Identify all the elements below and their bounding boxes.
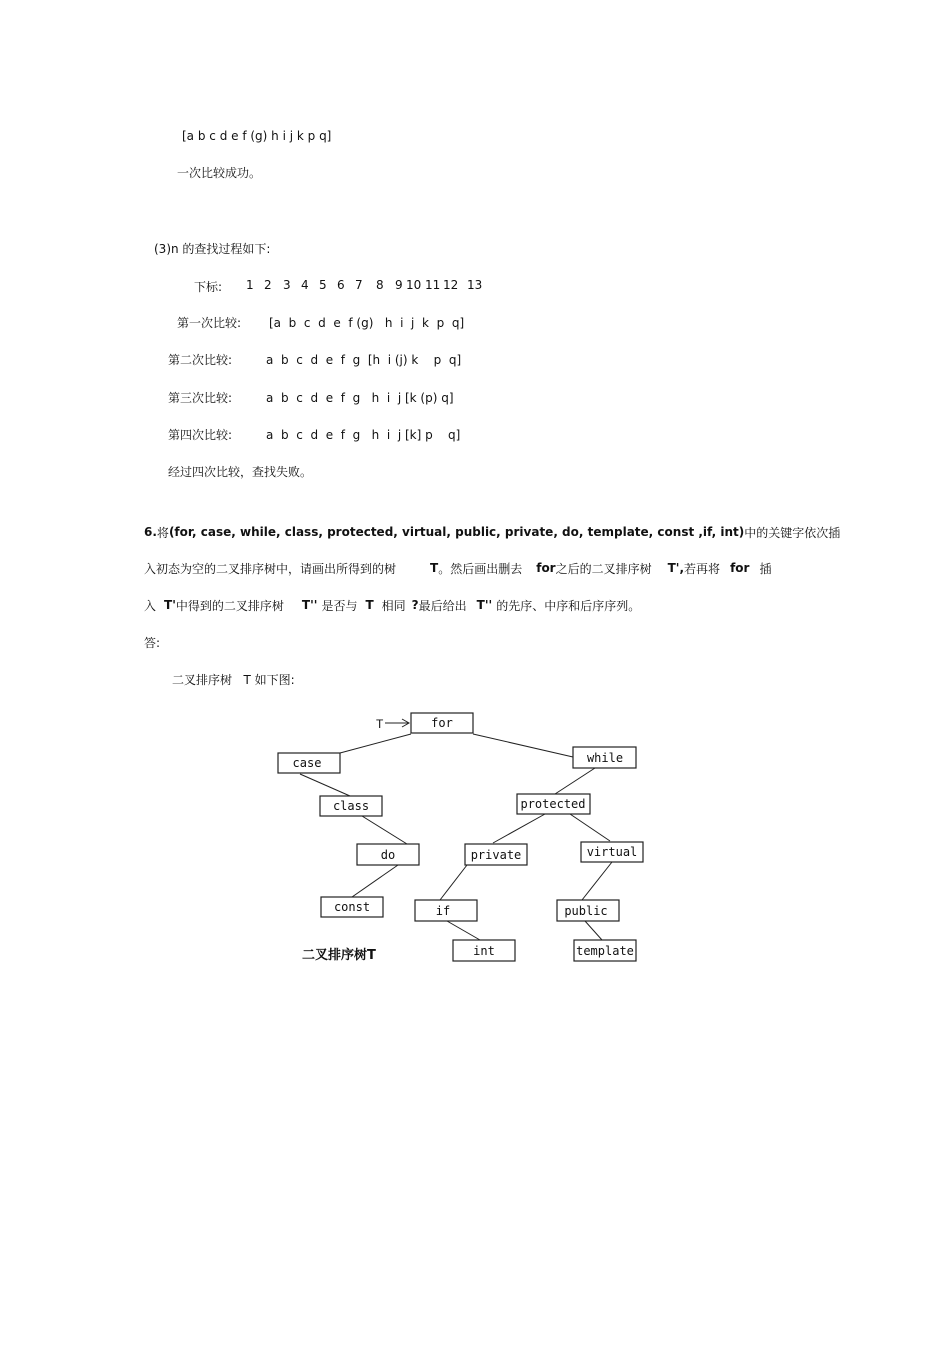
comparison-label: 第三次比较: — [168, 391, 233, 405]
q6-text: 的先序、中序和后序序列。 — [496, 598, 641, 613]
tree-node-label: virtual — [586, 845, 638, 859]
tree-node-label: class — [332, 799, 370, 813]
q6-text: 是否与 — [321, 598, 358, 613]
comparison-label: 第四次比较: — [168, 428, 233, 442]
q6-symbol: T', — [667, 561, 685, 575]
search-result-line: [a b c d e f (g) h i j k p q] — [182, 129, 332, 143]
q6-symbol: T' — [164, 598, 176, 612]
q6-text: 最后给出 — [418, 598, 467, 613]
tree-edge — [362, 816, 407, 844]
q6-symbol: T'' — [476, 598, 493, 612]
comparison-label: 第二次比较: — [168, 353, 233, 367]
index-cell: 2 — [264, 278, 272, 292]
q6-text: 相同 — [381, 598, 406, 613]
tree-node-label: template — [576, 944, 634, 958]
index-cell: 11 — [425, 278, 441, 292]
comparison-text: a b c d e f g h i j [k] p q] — [266, 428, 461, 442]
index-cell: 1 — [246, 278, 254, 292]
q6-text: 之后的二叉排序树 — [555, 561, 652, 576]
index-cell: 5 — [319, 278, 327, 292]
question-number: 6. — [144, 525, 157, 539]
tree-edge — [340, 734, 411, 753]
n-search-title: (3)n 的查找过程如下: — [154, 242, 271, 256]
tree-node-label: int — [473, 944, 495, 958]
index-cell: 8 — [376, 278, 384, 292]
tree-edge — [300, 774, 350, 796]
tree-edge — [473, 734, 573, 757]
index-cell: 10 — [406, 278, 422, 292]
index-cell: 12 — [443, 278, 459, 292]
q6-text: 若再将 — [684, 561, 721, 576]
index-cell: 6 — [337, 278, 345, 292]
tree-pointer-label: T — [376, 717, 384, 731]
q6-symbol: T — [365, 598, 374, 612]
tree-intro: 二叉排序树 T 如下图: — [172, 673, 295, 687]
q6-text: 入 — [144, 598, 157, 613]
q6-text: 。然后画出删去 — [438, 561, 523, 576]
q6-text: 中的关键字依次插 — [744, 525, 841, 540]
q6-symbol: ? — [411, 598, 419, 612]
index-label: 下标: — [194, 280, 223, 294]
comparison-text: a b c d e f g [h i (j) k p q] — [266, 353, 462, 367]
success-note: 一次比较成功。 — [177, 166, 262, 180]
tree-edge — [352, 865, 398, 897]
tree-node-label: const — [333, 900, 371, 914]
q6-text: 将 — [156, 525, 169, 540]
q6-symbol: for — [536, 561, 556, 575]
tree-edge — [585, 921, 602, 940]
q6-symbol: T'' — [301, 598, 318, 612]
comparison-label: 第一次比较: — [177, 316, 242, 330]
tree-node-label: for — [431, 716, 453, 730]
q6-text: 插 — [759, 561, 772, 576]
tree-node-label: public — [564, 904, 608, 918]
tree-node-label: case — [292, 756, 322, 770]
index-cell: 3 — [283, 278, 291, 292]
q6-symbol: T — [430, 561, 439, 575]
tree-node-label: while — [586, 751, 624, 765]
tree-caption: 二叉排序树T — [302, 948, 376, 963]
fail-note: 经过四次比较，查找失败。 — [168, 465, 313, 479]
index-cell: 4 — [301, 278, 309, 292]
q6-symbol: for — [730, 561, 750, 575]
tree-node-label: protected — [520, 797, 586, 811]
tree-node-label: if — [435, 904, 451, 918]
index-cell: 7 — [355, 278, 363, 292]
tree-node-label: private — [470, 848, 522, 862]
index-cell: 9 — [395, 278, 403, 292]
tree-node-label: do — [380, 848, 396, 862]
tree-edge — [570, 814, 610, 841]
tree-edge — [493, 814, 545, 843]
tree-edge — [447, 921, 480, 940]
comparison-text: a b c d e f g h i j [k (p) q] — [266, 391, 454, 405]
tree-edge — [440, 865, 467, 900]
q6-text: 中得到的二叉排序树 — [175, 598, 284, 613]
answer-label: 答: — [144, 636, 161, 650]
tree-edge — [582, 862, 612, 900]
q6-text: 入初态为空的二叉排序树中，请画出所得到的树 — [144, 561, 397, 576]
comparison-text: [a b c d e f (g) h i j k p q] — [269, 316, 465, 330]
keyword-list: (for, case, while, class, protected, virtual, public, private, do, template, const ,if, int) — [168, 525, 745, 539]
tree-edge — [555, 768, 595, 794]
index-cell: 13 — [467, 278, 483, 292]
